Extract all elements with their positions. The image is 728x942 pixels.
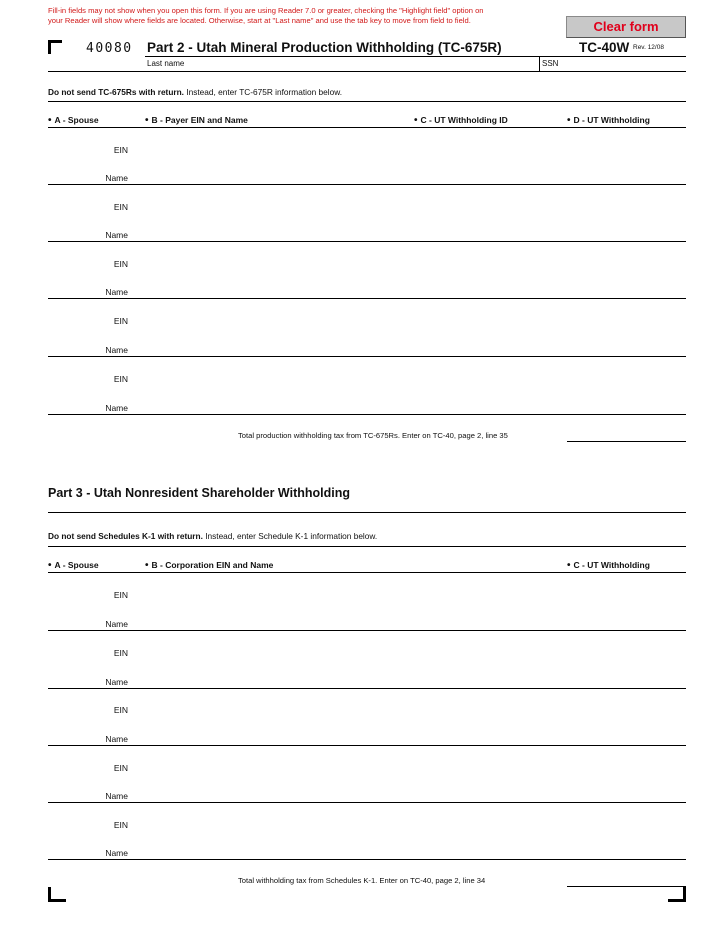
row-label-name: Name (105, 677, 128, 687)
part3-total-label: Total withholding tax from Schedules K-1. Enter on TC-40, page 2, line 34 (238, 876, 486, 885)
part2-total-label: Total production withholding tax from TC-675Rs. Enter on TC-40, page 2, line 35 (238, 431, 508, 440)
part2-header-rule (48, 127, 686, 128)
bullet-icon: • (414, 115, 418, 126)
row-label-name: Name (105, 287, 128, 297)
form-number: 40080 (86, 41, 133, 56)
last-name-field[interactable] (145, 57, 538, 71)
part3-header-rule (48, 572, 686, 573)
col-a-label: A - Spouse (54, 115, 99, 125)
notice-line-2: your Reader will show where fields are located. Otherwise, start at "Last name" and use the tab key to move from field to field. (48, 16, 471, 25)
row-rule (48, 356, 686, 357)
row-label-name: Name (105, 619, 128, 629)
row-label-name: Name (105, 848, 128, 858)
row-label-ein: EIN (113, 259, 128, 269)
header-bottom-rule (48, 71, 686, 72)
row-label-ein: EIN (113, 374, 128, 384)
part2-title: Part 2 - Utah Mineral Production Withholding (TC-675R) (147, 40, 502, 55)
corp-name-field[interactable] (130, 843, 686, 857)
clear-form-button[interactable]: Clear form (566, 16, 686, 38)
bullet-icon: • (145, 115, 149, 126)
payer-name-field[interactable] (130, 282, 686, 296)
payer-name-field[interactable] (130, 168, 686, 182)
part3-title: Part 3 - Utah Nonresident Shareholder Withholding (48, 486, 350, 500)
row-rule (48, 414, 686, 415)
row-rule (48, 688, 686, 689)
bullet-icon: • (567, 560, 571, 571)
row-label-ein: EIN (113, 820, 128, 830)
corp-name-field[interactable] (130, 786, 686, 800)
revision-date: Rev. 12/08 (633, 44, 664, 51)
col-c-ut-id (414, 115, 508, 126)
bullet-icon: • (48, 115, 52, 126)
payer-ein-field[interactable] (130, 369, 686, 383)
payer-ein-field[interactable] (130, 311, 686, 325)
part2-note-rule (48, 101, 686, 102)
col-b-corporation (145, 560, 273, 571)
row-rule (48, 745, 686, 746)
part3-total-field[interactable] (567, 871, 686, 885)
col-a-label: A - Spouse (54, 560, 99, 570)
col-b-label: B - Payer EIN and Name (151, 115, 248, 125)
bullet-icon: • (48, 560, 52, 571)
part3-note-rule (48, 546, 686, 547)
row-rule (48, 241, 686, 242)
corp-ein-field[interactable] (130, 758, 686, 772)
corp-ein-field[interactable] (130, 643, 686, 657)
last-name-label: Last name (147, 59, 185, 68)
part3-total-rule (567, 886, 686, 887)
corp-name-field[interactable] (130, 729, 686, 743)
part2-note (48, 87, 342, 97)
form-id: TC-40W (579, 40, 630, 55)
corp-name-field[interactable] (130, 672, 686, 686)
payer-name-field[interactable] (130, 225, 686, 239)
row-label-ein: EIN (113, 316, 128, 326)
ssn-label: SSN (542, 59, 559, 68)
corner-mark-top-left (48, 40, 62, 54)
part2-note-rest: Instead, enter TC-675R information below. (184, 87, 343, 97)
row-label-name: Name (105, 230, 128, 240)
row-label-ein: EIN (113, 705, 128, 715)
row-label-ein: EIN (113, 590, 128, 600)
row-rule (48, 184, 686, 185)
col-c-ut-withholding (567, 560, 650, 571)
row-label-ein: EIN (113, 648, 128, 658)
col-d-ut-withholding (567, 115, 650, 126)
col-c-label: C - UT Withholding ID (420, 115, 508, 125)
row-label-name: Name (105, 173, 128, 183)
col-b-label: B - Corporation EIN and Name (151, 560, 274, 570)
col-d-label: D - UT Withholding (573, 115, 650, 125)
payer-name-field[interactable] (130, 398, 686, 412)
payer-ein-field[interactable] (130, 197, 686, 211)
corner-mark-bottom-left (48, 887, 66, 902)
corp-ein-field[interactable] (130, 700, 686, 714)
corner-mark-bottom-right (668, 887, 686, 902)
row-rule (48, 859, 686, 860)
row-label-ein: EIN (113, 202, 128, 212)
col-a-spouse (48, 115, 99, 126)
row-rule (48, 298, 686, 299)
part2-total-rule (567, 441, 686, 442)
notice-line-1: Fill-in fields may not show when you open this form. If you are using Reader 7.0 or greater, checking the "Highlight field" option on (48, 6, 484, 15)
payer-ein-field[interactable] (130, 254, 686, 268)
payer-ein-field[interactable] (130, 140, 686, 154)
row-label-name: Name (105, 345, 128, 355)
part3-title-rule (48, 512, 686, 513)
bullet-icon: • (567, 115, 571, 126)
row-label-ein: EIN (113, 145, 128, 155)
part2-note-bold: Do not send TC-675Rs with return. (48, 87, 184, 97)
col-a-spouse (48, 560, 99, 571)
part3-note-bold: Do not send Schedules K-1 with return. (48, 531, 203, 541)
row-rule (48, 630, 686, 631)
payer-name-field[interactable] (130, 340, 686, 354)
corp-ein-field[interactable] (130, 815, 686, 829)
col-c-label: C - UT Withholding (573, 560, 650, 570)
form-instructions-notice (48, 6, 558, 26)
row-rule (48, 802, 686, 803)
ssn-field[interactable] (540, 57, 686, 71)
part3-note-rest: Instead, enter Schedule K-1 information below. (202, 531, 378, 541)
row-label-name: Name (105, 403, 128, 413)
bullet-icon: • (145, 560, 149, 571)
corp-ein-field[interactable] (130, 585, 686, 599)
row-label-name: Name (105, 734, 128, 744)
part3-note (48, 531, 377, 541)
row-label-name: Name (105, 791, 128, 801)
col-b-payer (145, 115, 248, 126)
part2-total-field[interactable] (567, 426, 686, 440)
corp-name-field[interactable] (130, 614, 686, 628)
row-label-ein: EIN (113, 763, 128, 773)
